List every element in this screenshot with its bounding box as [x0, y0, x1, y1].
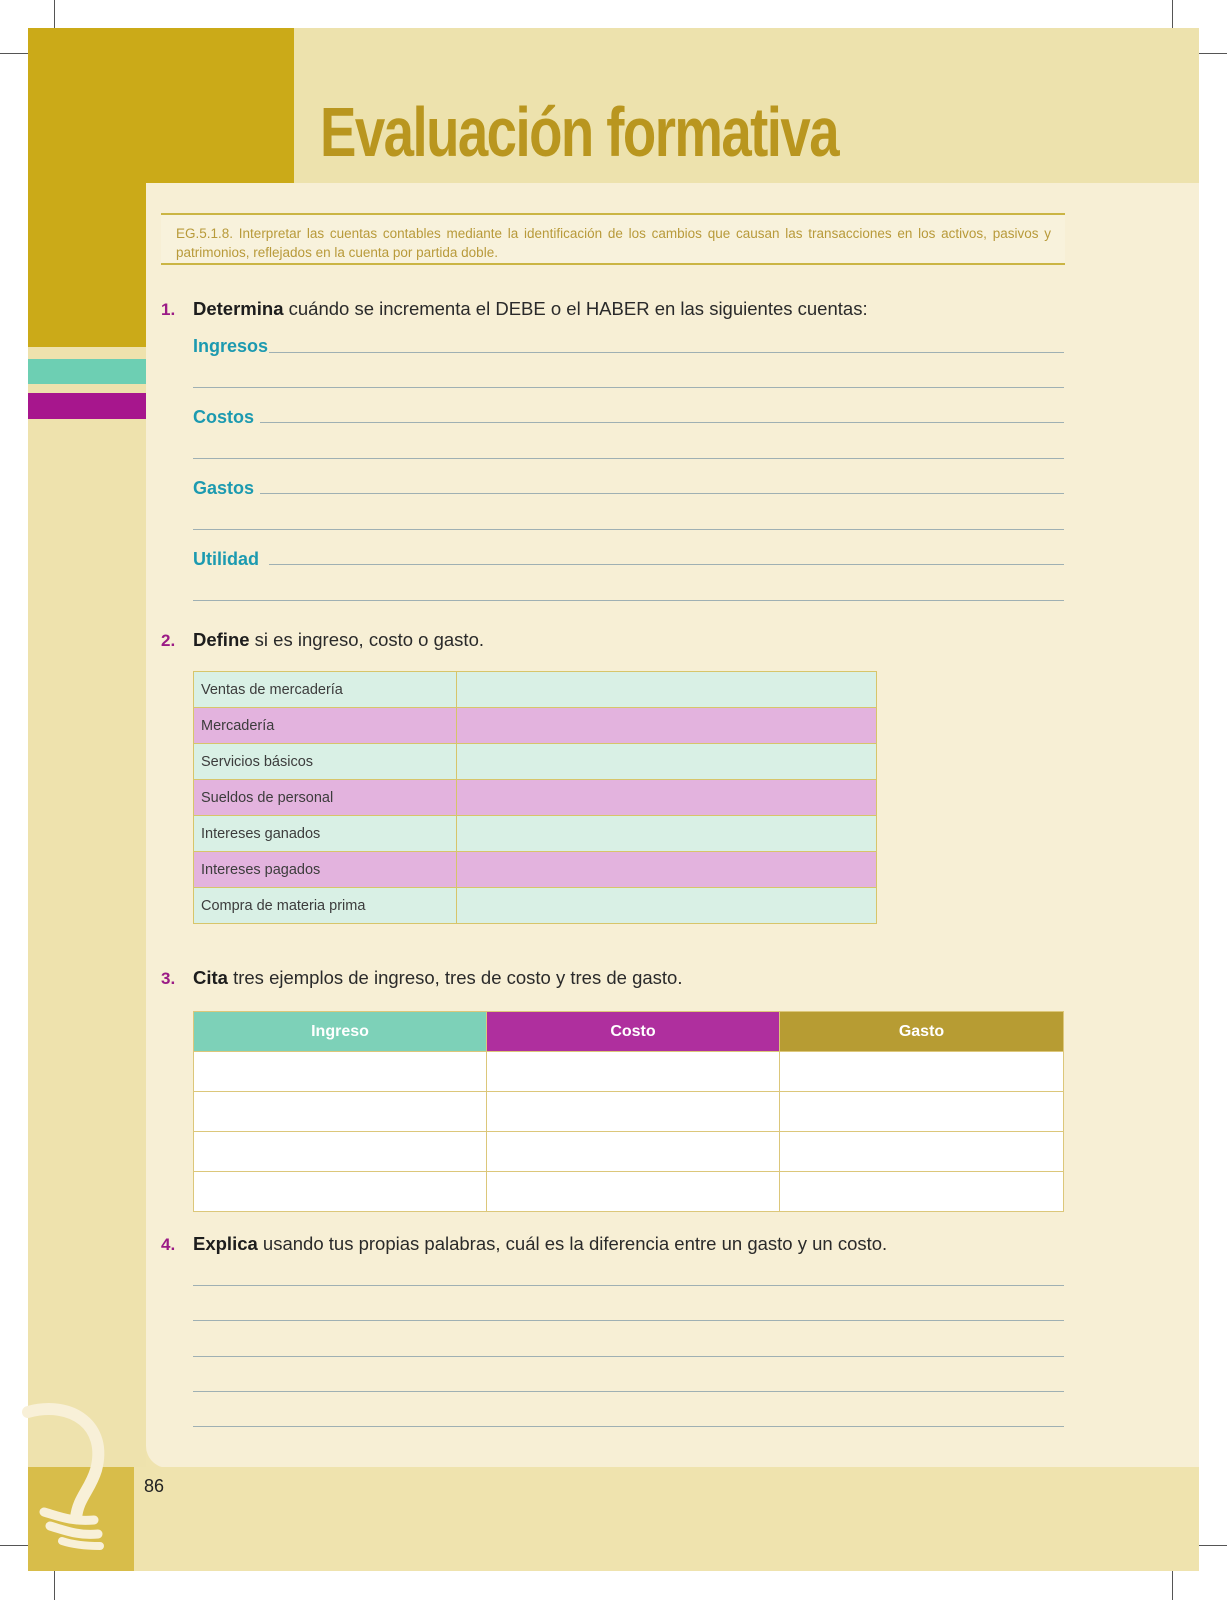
table-cell-answer[interactable] [457, 888, 877, 924]
question-3-verb: Cita [193, 967, 228, 988]
answer-line[interactable] [193, 458, 1064, 459]
column-header-gasto: Gasto [780, 1012, 1064, 1052]
table-row [194, 672, 877, 708]
table-cell-answer[interactable] [487, 1172, 780, 1212]
column-header-costo: Costo [487, 1012, 780, 1052]
table-cell-concept: Sueldos de personal [194, 780, 457, 816]
footer-band [133, 1467, 1199, 1571]
question-2-text [193, 629, 484, 651]
question-2-rest: si es ingreso, costo o gasto. [249, 629, 485, 650]
answer-line[interactable] [269, 564, 1064, 565]
question-3-rest: tres ejemplos de ingreso, tres de costo y tres de gasto. [227, 967, 683, 988]
table-cell-answer[interactable] [457, 780, 877, 816]
classification-table [193, 671, 877, 924]
table-cell-answer[interactable] [194, 1092, 487, 1132]
question-2-verb: Define [193, 629, 250, 650]
question-4-number: 4. [161, 1235, 176, 1254]
examples-table [193, 1011, 1064, 1212]
answer-line[interactable] [193, 1285, 1064, 1286]
answer-line[interactable] [269, 352, 1064, 353]
table-row [194, 744, 877, 780]
page-title: Evaluación formativa [320, 93, 839, 171]
table-cell-answer[interactable] [780, 1052, 1064, 1092]
table-cell-answer[interactable] [487, 1092, 780, 1132]
crop-mark [1172, 1571, 1173, 1600]
question-1-number: 1. [161, 300, 176, 319]
crop-mark [1199, 1545, 1227, 1546]
table-cell-concept: Mercadería [194, 708, 457, 744]
table-cell-answer[interactable] [487, 1132, 780, 1172]
lightbulb-icon [10, 1400, 140, 1550]
table-row [194, 708, 877, 744]
table-cell-answer[interactable] [194, 1172, 487, 1212]
table-row [194, 1092, 1064, 1132]
answer-line[interactable] [193, 1320, 1064, 1321]
answer-line[interactable] [260, 422, 1064, 423]
account-label-ingresos: Ingresos [193, 336, 269, 356]
table-row [194, 1132, 1064, 1172]
table-cell-answer[interactable] [780, 1092, 1064, 1132]
table-row [194, 888, 877, 924]
table-cell-concept: Servicios básicos [194, 744, 457, 780]
mint-accent-bar [28, 359, 146, 384]
crop-mark [54, 0, 55, 28]
table-cell-answer[interactable] [194, 1052, 487, 1092]
table-cell-answer[interactable] [457, 708, 877, 744]
question-2-number: 2. [161, 631, 176, 650]
answer-line[interactable] [260, 493, 1064, 494]
crop-mark [0, 53, 28, 54]
table-cell-answer[interactable] [457, 816, 877, 852]
answer-line[interactable] [193, 600, 1064, 601]
table-cell-concept: Intereses ganados [194, 816, 457, 852]
crop-mark [1172, 0, 1173, 28]
account-label-gastos: Gastos [193, 478, 255, 498]
question-4-verb: Explica [193, 1233, 258, 1254]
question-4-rest: usando tus propias palabras, cuál es la diferencia entre un gasto y un costo. [257, 1233, 888, 1254]
table-row [194, 1172, 1064, 1212]
page-number: 86 [144, 1476, 165, 1496]
answer-line[interactable] [193, 1356, 1064, 1357]
table-cell-concept: Compra de materia prima [194, 888, 457, 924]
table-cell-answer[interactable] [780, 1132, 1064, 1172]
question-1-verb: Determina [193, 298, 284, 319]
crop-mark [1199, 53, 1227, 54]
question-1-text [193, 298, 868, 320]
answer-line[interactable] [193, 1426, 1064, 1427]
table-cell-concept: Intereses pagados [194, 852, 457, 888]
table-row [194, 780, 877, 816]
table-cell-concept: Ventas de mercadería [194, 672, 457, 708]
learning-objective: EG.5.1.8. Interpretar las cuentas contables mediante la identificación de los cambios que causan las transacciones en los activos, pasivos y patrimonios, reflejados en la cuenta por partida doble. [161, 213, 1065, 265]
table-header-row [194, 1012, 1064, 1052]
crop-mark [54, 1571, 55, 1600]
table-cell-answer[interactable] [780, 1172, 1064, 1212]
table-cell-answer[interactable] [457, 744, 877, 780]
table-row [194, 1052, 1064, 1092]
account-label-utilidad: Utilidad [193, 549, 259, 569]
answer-line[interactable] [193, 1391, 1064, 1392]
question-4-text [193, 1233, 887, 1255]
question-1-rest: cuándo se incrementa el DEBE o el HABER en las siguientes cuentas: [283, 298, 868, 319]
table-cell-answer[interactable] [457, 672, 877, 708]
question-3-number: 3. [161, 969, 176, 988]
account-label-costos: Costos [193, 407, 255, 427]
answer-line[interactable] [193, 387, 1064, 388]
table-cell-answer[interactable] [457, 852, 877, 888]
answer-line[interactable] [193, 529, 1064, 530]
table-cell-answer[interactable] [194, 1132, 487, 1172]
column-header-ingreso: Ingreso [194, 1012, 487, 1052]
table-row [194, 852, 877, 888]
table-row [194, 816, 877, 852]
question-3-text [193, 967, 682, 989]
table-cell-answer[interactable] [487, 1052, 780, 1092]
magenta-accent-bar [28, 393, 146, 419]
